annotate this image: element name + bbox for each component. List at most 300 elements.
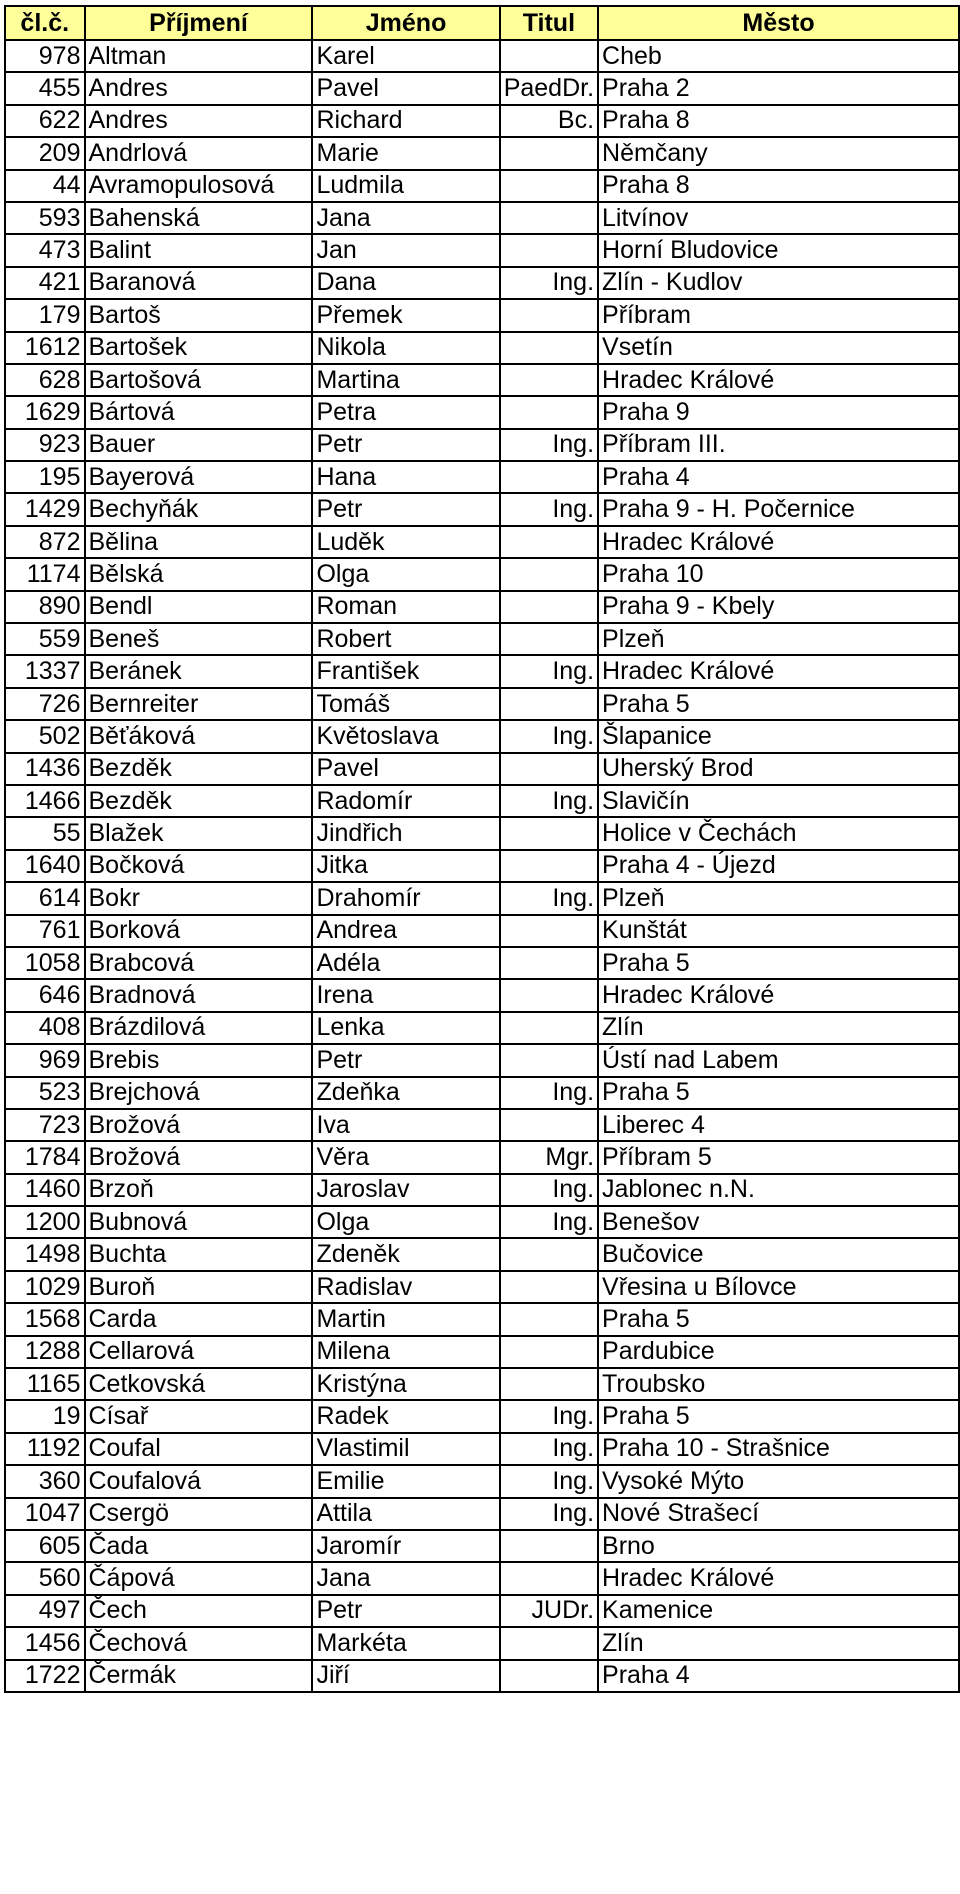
cell-member-number: 497 — [5, 1595, 85, 1627]
cell-title — [500, 202, 598, 234]
cell-city: Bučovice — [598, 1238, 959, 1270]
cell-first-name: Přemek — [312, 299, 499, 331]
cell-city: Praha 5 — [598, 1077, 959, 1109]
cell-city: Němčany — [598, 137, 959, 169]
cell-city: Cheb — [598, 40, 959, 72]
cell-surname: Brožová — [85, 1141, 313, 1173]
cell-member-number: 622 — [5, 105, 85, 137]
cell-surname: Bechyňák — [85, 493, 313, 525]
cell-city: Zlín — [598, 1627, 959, 1659]
table-row — [5, 1530, 959, 1562]
cell-city: Jablonec n.N. — [598, 1174, 959, 1206]
cell-first-name: Zdeněk — [312, 1238, 499, 1270]
cell-city: Zlín - Kudlov — [598, 267, 959, 299]
table-row — [5, 170, 959, 202]
cell-city: Praha 9 — [598, 396, 959, 428]
cell-surname: Andres — [85, 72, 313, 104]
cell-title — [500, 1109, 598, 1141]
cell-city: Zlín — [598, 1012, 959, 1044]
cell-member-number: 1192 — [5, 1433, 85, 1465]
cell-surname: Bartošek — [85, 332, 313, 364]
cell-city: Hradec Králové — [598, 1562, 959, 1594]
cell-title: Ing. — [500, 1433, 598, 1465]
cell-city: Praha 4 — [598, 461, 959, 493]
cell-first-name: Luděk — [312, 526, 499, 558]
cell-title: Ing. — [500, 1400, 598, 1432]
table-row — [5, 1206, 959, 1238]
cell-title: Ing. — [500, 267, 598, 299]
cell-first-name: Petr — [312, 429, 499, 461]
cell-city: Ústí nad Labem — [598, 1044, 959, 1076]
header-title: Titul — [500, 6, 598, 40]
cell-first-name: Jana — [312, 1562, 499, 1594]
cell-member-number: 723 — [5, 1109, 85, 1141]
table-row — [5, 267, 959, 299]
cell-first-name: Ludmila — [312, 170, 499, 202]
cell-first-name: Richard — [312, 105, 499, 137]
cell-city: Příbram 5 — [598, 1141, 959, 1173]
cell-city: Hradec Králové — [598, 979, 959, 1011]
cell-member-number: 1288 — [5, 1336, 85, 1368]
cell-member-number: 455 — [5, 72, 85, 104]
cell-surname: Čada — [85, 1530, 313, 1562]
cell-first-name: Lenka — [312, 1012, 499, 1044]
cell-surname: Coufalová — [85, 1465, 313, 1497]
cell-title — [500, 299, 598, 331]
cell-member-number: 560 — [5, 1562, 85, 1594]
header-member-number: čl.č. — [5, 6, 85, 40]
table-row — [5, 1368, 959, 1400]
cell-city: Vysoké Mýto — [598, 1465, 959, 1497]
cell-first-name: Jiří — [312, 1660, 499, 1692]
cell-member-number: 872 — [5, 526, 85, 558]
cell-first-name: Drahomír — [312, 882, 499, 914]
cell-member-number: 1640 — [5, 850, 85, 882]
table-row — [5, 137, 959, 169]
table-row — [5, 1595, 959, 1627]
cell-title — [500, 850, 598, 882]
cell-first-name: Jana — [312, 202, 499, 234]
cell-surname: Čech — [85, 1595, 313, 1627]
cell-title — [500, 461, 598, 493]
cell-member-number: 890 — [5, 591, 85, 623]
cell-surname: Bokr — [85, 882, 313, 914]
cell-surname: Běťáková — [85, 720, 313, 752]
cell-city: Praha 9 - H. Počernice — [598, 493, 959, 525]
cell-member-number: 421 — [5, 267, 85, 299]
cell-first-name: Nikola — [312, 332, 499, 364]
cell-member-number: 559 — [5, 623, 85, 655]
cell-title: Ing. — [500, 720, 598, 752]
cell-member-number: 593 — [5, 202, 85, 234]
header-row — [5, 6, 959, 40]
cell-title — [500, 1627, 598, 1659]
cell-first-name: Martin — [312, 1303, 499, 1335]
cell-title: Ing. — [500, 655, 598, 687]
cell-member-number: 44 — [5, 170, 85, 202]
cell-member-number: 614 — [5, 882, 85, 914]
cell-surname: Beránek — [85, 655, 313, 687]
table-row — [5, 234, 959, 266]
cell-first-name: Petra — [312, 396, 499, 428]
cell-title: Ing. — [500, 785, 598, 817]
cell-first-name: Martina — [312, 364, 499, 396]
cell-member-number: 1174 — [5, 558, 85, 590]
cell-surname: Andrlová — [85, 137, 313, 169]
cell-title: PaedDr. — [500, 72, 598, 104]
table-row — [5, 461, 959, 493]
cell-city: Liberec 4 — [598, 1109, 959, 1141]
cell-first-name: Emilie — [312, 1465, 499, 1497]
cell-title: Ing. — [500, 1498, 598, 1530]
cell-surname: Blažek — [85, 817, 313, 849]
cell-city: Uherský Brod — [598, 753, 959, 785]
cell-title — [500, 979, 598, 1011]
cell-title: Ing. — [500, 1174, 598, 1206]
cell-member-number: 523 — [5, 1077, 85, 1109]
cell-first-name: Roman — [312, 591, 499, 623]
cell-city: Kunštát — [598, 915, 959, 947]
cell-title — [500, 1303, 598, 1335]
cell-city: Praha 10 — [598, 558, 959, 590]
cell-member-number: 1456 — [5, 1627, 85, 1659]
cell-member-number: 360 — [5, 1465, 85, 1497]
cell-member-number: 473 — [5, 234, 85, 266]
cell-title — [500, 947, 598, 979]
table-row — [5, 1660, 959, 1692]
cell-first-name: Radislav — [312, 1271, 499, 1303]
table-row — [5, 493, 959, 525]
cell-title — [500, 1044, 598, 1076]
cell-surname: Čermák — [85, 1660, 313, 1692]
cell-title — [500, 1562, 598, 1594]
cell-surname: Bělina — [85, 526, 313, 558]
table-row — [5, 1562, 959, 1594]
table-row — [5, 1303, 959, 1335]
cell-member-number: 408 — [5, 1012, 85, 1044]
cell-member-number: 209 — [5, 137, 85, 169]
cell-first-name: Andrea — [312, 915, 499, 947]
cell-first-name: Zdeňka — [312, 1077, 499, 1109]
table-row — [5, 202, 959, 234]
cell-surname: Čápová — [85, 1562, 313, 1594]
cell-member-number: 628 — [5, 364, 85, 396]
table-row — [5, 526, 959, 558]
cell-first-name: Jaromír — [312, 1530, 499, 1562]
cell-surname: Čechová — [85, 1627, 313, 1659]
cell-surname: Bartošová — [85, 364, 313, 396]
table-row — [5, 1109, 959, 1141]
cell-member-number: 1200 — [5, 1206, 85, 1238]
header-first-name: Jméno — [312, 6, 499, 40]
cell-surname: Bezděk — [85, 753, 313, 785]
cell-first-name: Petr — [312, 493, 499, 525]
cell-title: JUDr. — [500, 1595, 598, 1627]
cell-city: Plzeň — [598, 882, 959, 914]
table-row — [5, 785, 959, 817]
cell-member-number: 1784 — [5, 1141, 85, 1173]
cell-city: Příbram — [598, 299, 959, 331]
cell-city: Praha 8 — [598, 170, 959, 202]
table-row — [5, 1077, 959, 1109]
cell-first-name: Vlastimil — [312, 1433, 499, 1465]
cell-city: Praha 8 — [598, 105, 959, 137]
table-row — [5, 1174, 959, 1206]
cell-surname: Carda — [85, 1303, 313, 1335]
cell-first-name: Hana — [312, 461, 499, 493]
cell-title — [500, 817, 598, 849]
cell-title — [500, 1530, 598, 1562]
cell-city: Pardubice — [598, 1336, 959, 1368]
cell-first-name: Olga — [312, 1206, 499, 1238]
table-row — [5, 882, 959, 914]
cell-city: Slavičín — [598, 785, 959, 817]
cell-city: Horní Bludovice — [598, 234, 959, 266]
cell-first-name: Pavel — [312, 753, 499, 785]
table-row — [5, 655, 959, 687]
cell-city: Praha 5 — [598, 688, 959, 720]
cell-title — [500, 364, 598, 396]
cell-title — [500, 591, 598, 623]
cell-surname: Csergö — [85, 1498, 313, 1530]
cell-first-name: Radek — [312, 1400, 499, 1432]
cell-surname: Bártová — [85, 396, 313, 428]
cell-member-number: 1722 — [5, 1660, 85, 1692]
cell-title — [500, 623, 598, 655]
cell-city: Vřesina u Bílovce — [598, 1271, 959, 1303]
cell-member-number: 1165 — [5, 1368, 85, 1400]
cell-surname: Andres — [85, 105, 313, 137]
table-row — [5, 1141, 959, 1173]
cell-member-number: 502 — [5, 720, 85, 752]
cell-city: Praha 5 — [598, 1303, 959, 1335]
cell-first-name: Věra — [312, 1141, 499, 1173]
cell-first-name: Robert — [312, 623, 499, 655]
cell-title — [500, 1336, 598, 1368]
cell-member-number: 1498 — [5, 1238, 85, 1270]
cell-city: Praha 9 - Kbely — [598, 591, 959, 623]
cell-title — [500, 1660, 598, 1692]
cell-first-name: Olga — [312, 558, 499, 590]
cell-city: Hradec Králové — [598, 526, 959, 558]
cell-first-name: Jindřich — [312, 817, 499, 849]
cell-member-number: 1029 — [5, 1271, 85, 1303]
cell-city: Praha 5 — [598, 1400, 959, 1432]
cell-member-number: 761 — [5, 915, 85, 947]
cell-member-number: 19 — [5, 1400, 85, 1432]
cell-surname: Buchta — [85, 1238, 313, 1270]
cell-title — [500, 558, 598, 590]
table-header — [5, 6, 959, 40]
table-row — [5, 396, 959, 428]
cell-city: Praha 10 - Strašnice — [598, 1433, 959, 1465]
cell-surname: Bayerová — [85, 461, 313, 493]
cell-title: Ing. — [500, 1206, 598, 1238]
table-row — [5, 1012, 959, 1044]
cell-city: Šlapanice — [598, 720, 959, 752]
cell-first-name: František — [312, 655, 499, 687]
table-row — [5, 299, 959, 331]
table-row — [5, 1336, 959, 1368]
cell-title — [500, 1012, 598, 1044]
cell-first-name: Radomír — [312, 785, 499, 817]
cell-surname: Bezděk — [85, 785, 313, 817]
cell-surname: Bočková — [85, 850, 313, 882]
cell-first-name: Tomáš — [312, 688, 499, 720]
cell-surname: Bartoš — [85, 299, 313, 331]
table-row — [5, 915, 959, 947]
cell-surname: Bahenská — [85, 202, 313, 234]
cell-title — [500, 234, 598, 266]
cell-member-number: 1047 — [5, 1498, 85, 1530]
cell-title — [500, 332, 598, 364]
cell-surname: Brzoň — [85, 1174, 313, 1206]
cell-surname: Beneš — [85, 623, 313, 655]
cell-title — [500, 1368, 598, 1400]
cell-surname: Avramopulosová — [85, 170, 313, 202]
cell-title — [500, 137, 598, 169]
cell-member-number: 1460 — [5, 1174, 85, 1206]
cell-title: Ing. — [500, 882, 598, 914]
cell-member-number: 1337 — [5, 655, 85, 687]
cell-member-number: 969 — [5, 1044, 85, 1076]
cell-city: Brno — [598, 1530, 959, 1562]
cell-member-number: 726 — [5, 688, 85, 720]
table-row — [5, 1044, 959, 1076]
cell-city: Holice v Čechách — [598, 817, 959, 849]
cell-city: Praha 4 - Újezd — [598, 850, 959, 882]
table-row — [5, 1465, 959, 1497]
cell-first-name: Petr — [312, 1595, 499, 1627]
header-surname: Příjmení — [85, 6, 313, 40]
cell-first-name: Milena — [312, 1336, 499, 1368]
cell-surname: Bradnová — [85, 979, 313, 1011]
table-row — [5, 817, 959, 849]
cell-first-name: Jitka — [312, 850, 499, 882]
cell-surname: Balint — [85, 234, 313, 266]
cell-title — [500, 1238, 598, 1270]
cell-title — [500, 688, 598, 720]
cell-first-name: Dana — [312, 267, 499, 299]
table-body — [5, 40, 959, 1692]
cell-city: Praha 4 — [598, 1660, 959, 1692]
cell-first-name: Markéta — [312, 1627, 499, 1659]
cell-surname: Borková — [85, 915, 313, 947]
cell-first-name: Irena — [312, 979, 499, 1011]
cell-title: Ing. — [500, 493, 598, 525]
cell-first-name: Karel — [312, 40, 499, 72]
cell-first-name: Jaroslav — [312, 1174, 499, 1206]
cell-city: Kamenice — [598, 1595, 959, 1627]
table-row — [5, 591, 959, 623]
cell-title — [500, 526, 598, 558]
cell-title — [500, 40, 598, 72]
cell-city: Benešov — [598, 1206, 959, 1238]
cell-city: Praha 2 — [598, 72, 959, 104]
cell-member-number: 646 — [5, 979, 85, 1011]
cell-surname: Baranová — [85, 267, 313, 299]
cell-first-name: Kristýna — [312, 1368, 499, 1400]
cell-title — [500, 1271, 598, 1303]
cell-member-number: 978 — [5, 40, 85, 72]
cell-member-number: 1436 — [5, 753, 85, 785]
table-row — [5, 979, 959, 1011]
table-row — [5, 1400, 959, 1432]
cell-member-number: 923 — [5, 429, 85, 461]
cell-surname: Bauer — [85, 429, 313, 461]
cell-member-number: 1612 — [5, 332, 85, 364]
cell-title — [500, 170, 598, 202]
table-row — [5, 332, 959, 364]
table-row — [5, 72, 959, 104]
cell-surname: Bělská — [85, 558, 313, 590]
cell-city: Troubsko — [598, 1368, 959, 1400]
table-row — [5, 947, 959, 979]
member-table — [4, 5, 960, 1693]
cell-first-name: Attila — [312, 1498, 499, 1530]
cell-member-number: 55 — [5, 817, 85, 849]
cell-title — [500, 753, 598, 785]
cell-surname: Bubnová — [85, 1206, 313, 1238]
cell-city: Vsetín — [598, 332, 959, 364]
table-row — [5, 364, 959, 396]
cell-city: Nové Strašecí — [598, 1498, 959, 1530]
cell-city: Litvínov — [598, 202, 959, 234]
cell-surname: Cetkovská — [85, 1368, 313, 1400]
cell-city: Hradec Králové — [598, 655, 959, 687]
cell-member-number: 1058 — [5, 947, 85, 979]
table-row — [5, 558, 959, 590]
cell-surname: Buroň — [85, 1271, 313, 1303]
cell-member-number: 195 — [5, 461, 85, 493]
cell-title: Mgr. — [500, 1141, 598, 1173]
table-row — [5, 1271, 959, 1303]
cell-title — [500, 396, 598, 428]
cell-city: Příbram III. — [598, 429, 959, 461]
cell-title: Ing. — [500, 1465, 598, 1497]
table-row — [5, 40, 959, 72]
header-city: Město — [598, 6, 959, 40]
table-row — [5, 1498, 959, 1530]
table-row — [5, 720, 959, 752]
cell-surname: Brejchová — [85, 1077, 313, 1109]
cell-first-name: Iva — [312, 1109, 499, 1141]
cell-city: Plzeň — [598, 623, 959, 655]
cell-surname: Cellarová — [85, 1336, 313, 1368]
table-row — [5, 850, 959, 882]
cell-member-number: 179 — [5, 299, 85, 331]
cell-surname: Bendl — [85, 591, 313, 623]
cell-surname: Císař — [85, 1400, 313, 1432]
cell-member-number: 605 — [5, 1530, 85, 1562]
table-row — [5, 753, 959, 785]
table-row — [5, 105, 959, 137]
cell-first-name: Květoslava — [312, 720, 499, 752]
cell-surname: Brožová — [85, 1109, 313, 1141]
cell-title — [500, 915, 598, 947]
cell-surname: Altman — [85, 40, 313, 72]
cell-surname: Brabcová — [85, 947, 313, 979]
cell-first-name: Jan — [312, 234, 499, 266]
cell-member-number: 1429 — [5, 493, 85, 525]
table-row — [5, 1627, 959, 1659]
table-row — [5, 429, 959, 461]
cell-city: Praha 5 — [598, 947, 959, 979]
cell-member-number: 1466 — [5, 785, 85, 817]
cell-first-name: Marie — [312, 137, 499, 169]
cell-surname: Brebis — [85, 1044, 313, 1076]
table-row — [5, 1238, 959, 1270]
